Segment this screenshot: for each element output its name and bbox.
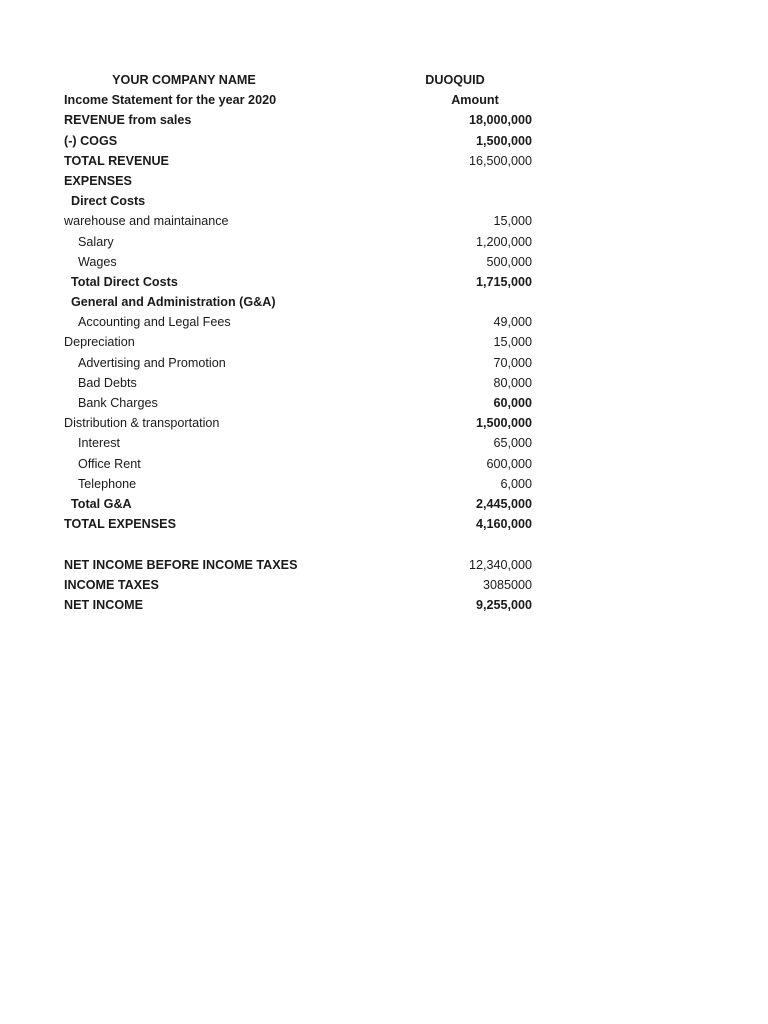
line-item-row bbox=[0, 171, 768, 191]
line-item-amount: 65,000 bbox=[493, 436, 532, 451]
line-item-label: Advertising and Promotion bbox=[78, 355, 226, 370]
line-item-row bbox=[0, 514, 768, 534]
income-statement-sheet bbox=[0, 70, 768, 615]
line-item-label: Accounting and Legal Fees bbox=[78, 315, 231, 330]
line-item-amount: 1,200,000 bbox=[475, 234, 532, 249]
line-item-label: Wages bbox=[78, 254, 117, 269]
line-item-label: Interest bbox=[78, 436, 120, 451]
statement-title: Income Statement for the year 2020 bbox=[64, 93, 277, 108]
line-item-amount: 12,340,000 bbox=[468, 557, 532, 572]
line-item-label: TOTAL REVENUE bbox=[64, 153, 169, 168]
header-row-subtitle bbox=[0, 90, 768, 110]
line-item-amount: 6,000 bbox=[500, 476, 532, 491]
line-item-amount: 15,000 bbox=[493, 335, 532, 350]
line-item-amount: 9,255,000 bbox=[475, 597, 532, 612]
line-item-amount: 1,715,000 bbox=[475, 274, 532, 289]
line-item-amount: 500,000 bbox=[486, 254, 532, 269]
line-item-row bbox=[0, 393, 768, 413]
line-item-row bbox=[0, 373, 768, 393]
line-item-label: Direct Costs bbox=[71, 194, 146, 209]
line-item-row bbox=[0, 211, 768, 231]
line-item-label: Bad Debts bbox=[78, 375, 137, 390]
line-item-amount: 2,445,000 bbox=[475, 496, 532, 511]
line-item-amount: 49,000 bbox=[493, 315, 532, 330]
line-item-label: NET INCOME BEFORE INCOME TAXES bbox=[64, 557, 298, 572]
line-item-amount: 18,000,000 bbox=[468, 113, 532, 128]
line-item-label: INCOME TAXES bbox=[64, 577, 159, 592]
line-item-row bbox=[0, 433, 768, 453]
line-item-row bbox=[0, 474, 768, 494]
line-item-amount: 3085000 bbox=[482, 577, 532, 592]
company-name-value: DUOQUID bbox=[425, 73, 485, 87]
line-item-amount: 60,000 bbox=[493, 396, 532, 410]
line-item-label: Office Rent bbox=[78, 456, 141, 471]
header-row-company bbox=[0, 70, 768, 90]
line-item-row bbox=[0, 575, 768, 595]
line-item-label: Distribution & transportation bbox=[64, 416, 220, 431]
line-item-amount: 1,500,000 bbox=[475, 416, 532, 431]
line-item-row bbox=[0, 413, 768, 433]
line-item-row bbox=[0, 232, 768, 252]
blank-row bbox=[0, 534, 768, 554]
line-item-label: General and Administration (G&A) bbox=[71, 295, 276, 310]
line-item-label: Bank Charges bbox=[78, 396, 158, 410]
company-name-label: YOUR COMPANY NAME bbox=[112, 73, 256, 87]
line-item-row bbox=[0, 595, 768, 615]
line-item-amount: 1,500,000 bbox=[475, 133, 532, 148]
line-item-row bbox=[0, 272, 768, 292]
line-item-amount: 15,000 bbox=[493, 214, 532, 229]
line-item-label: Total Direct Costs bbox=[71, 274, 178, 289]
line-item-row bbox=[0, 555, 768, 575]
line-item-row bbox=[0, 110, 768, 130]
line-item-label: Telephone bbox=[78, 476, 137, 491]
statement-rows bbox=[0, 110, 768, 615]
line-item-row bbox=[0, 191, 768, 211]
line-item-label: EXPENSES bbox=[64, 173, 132, 188]
line-item-label: Salary bbox=[78, 234, 114, 249]
line-item-amount: 70,000 bbox=[493, 355, 532, 370]
line-item-row bbox=[0, 454, 768, 474]
line-item-label: (-) COGS bbox=[64, 133, 118, 148]
line-item-row bbox=[0, 332, 768, 352]
line-item-label: TOTAL EXPENSES bbox=[64, 517, 176, 532]
line-item-label: NET INCOME bbox=[64, 597, 144, 612]
amount-column-header: Amount bbox=[451, 93, 499, 108]
line-item-amount: 4,160,000 bbox=[475, 517, 532, 532]
line-item-label: Depreciation bbox=[64, 335, 135, 350]
line-item-amount: 80,000 bbox=[493, 375, 532, 390]
line-item-row bbox=[0, 312, 768, 332]
line-item-row bbox=[0, 353, 768, 373]
line-item-label: REVENUE from sales bbox=[64, 113, 192, 128]
line-item-row bbox=[0, 292, 768, 312]
line-item-amount: 16,500,000 bbox=[468, 153, 532, 168]
line-item-row bbox=[0, 494, 768, 514]
line-item-label: warehouse and maintainance bbox=[64, 214, 229, 229]
line-item-row bbox=[0, 151, 768, 171]
line-item-amount: 600,000 bbox=[486, 456, 532, 471]
line-item-row bbox=[0, 252, 768, 272]
line-item-label: Total G&A bbox=[71, 496, 132, 511]
line-item-row bbox=[0, 131, 768, 151]
